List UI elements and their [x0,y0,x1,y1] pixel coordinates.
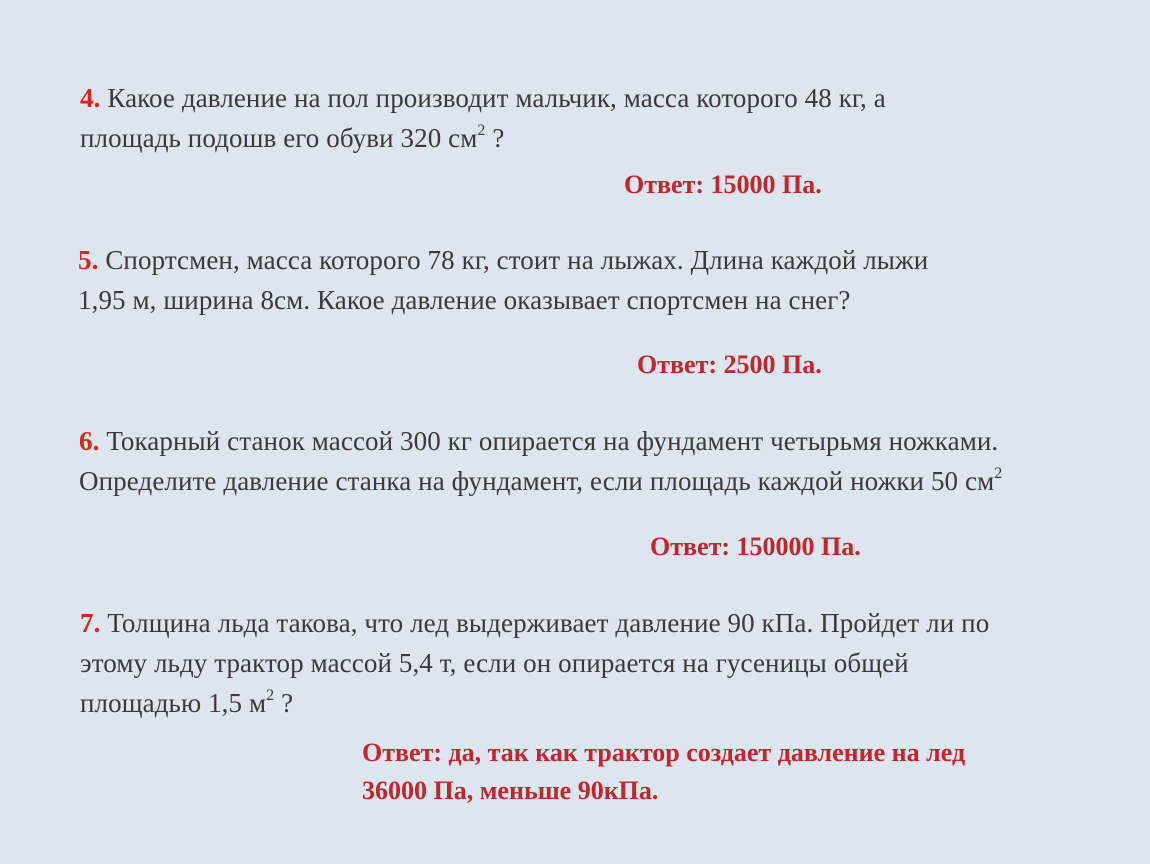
problem-number: 7. [80,608,101,638]
problem-number: 6. [79,426,100,456]
problem-text-line: этому льду трактор массой 5,4 т, если он опирается на гусеницы общей [80,648,909,678]
answer-6: Ответ: 150000 Па. [650,532,861,561]
problem-text-line: площадью 1,5 м [80,688,267,718]
answer-4: Ответ: 15000 Па. [624,170,822,199]
problem-text-line: Определите давление станка на фундамент, если площадь каждой ножки 50 см [79,466,995,496]
superscript: 2 [266,687,275,704]
problem-text-line: 1,95 м, ширина 8см. Какое давление оказывает спортсмен на снег? [78,285,851,315]
problem-7 [80,603,1080,723]
answer-7 [362,734,1082,810]
problem-text-line: Толщина льда такова, что лед выдерживает давление 90 кПа. Пройдет ли по [107,608,990,638]
answer-5: Ответ: 2500 Па. [637,350,822,379]
problem-5 [78,240,1078,320]
problem-text-suffix: ? [485,123,505,153]
answer-line: Ответ: да, так как трактор создает давление на лед [362,738,966,767]
superscript: 2 [994,465,1003,482]
problem-text-line: Какое давление на пол производит мальчик, масса которого 48 кг, а [107,83,886,113]
problem-number: 5. [78,245,99,275]
problem-6 [79,421,1139,501]
answer-line: 36000 Па, меньше 90кПа. [362,776,659,805]
superscript: 2 [477,122,486,139]
problem-text-line: Токарный станок массой 300 кг опирается на фундамент четырьмя ножками. [106,426,999,456]
problem-4 [80,78,1080,158]
problem-number: 4. [80,83,101,113]
problem-text-line: площадь подошв его обуви 320 см [80,123,478,153]
problem-text-suffix: ? [274,688,294,718]
problem-text-line: Спортсмен, масса которого 78 кг, стоит на лыжах. Длина каждой лыжи [105,245,929,275]
